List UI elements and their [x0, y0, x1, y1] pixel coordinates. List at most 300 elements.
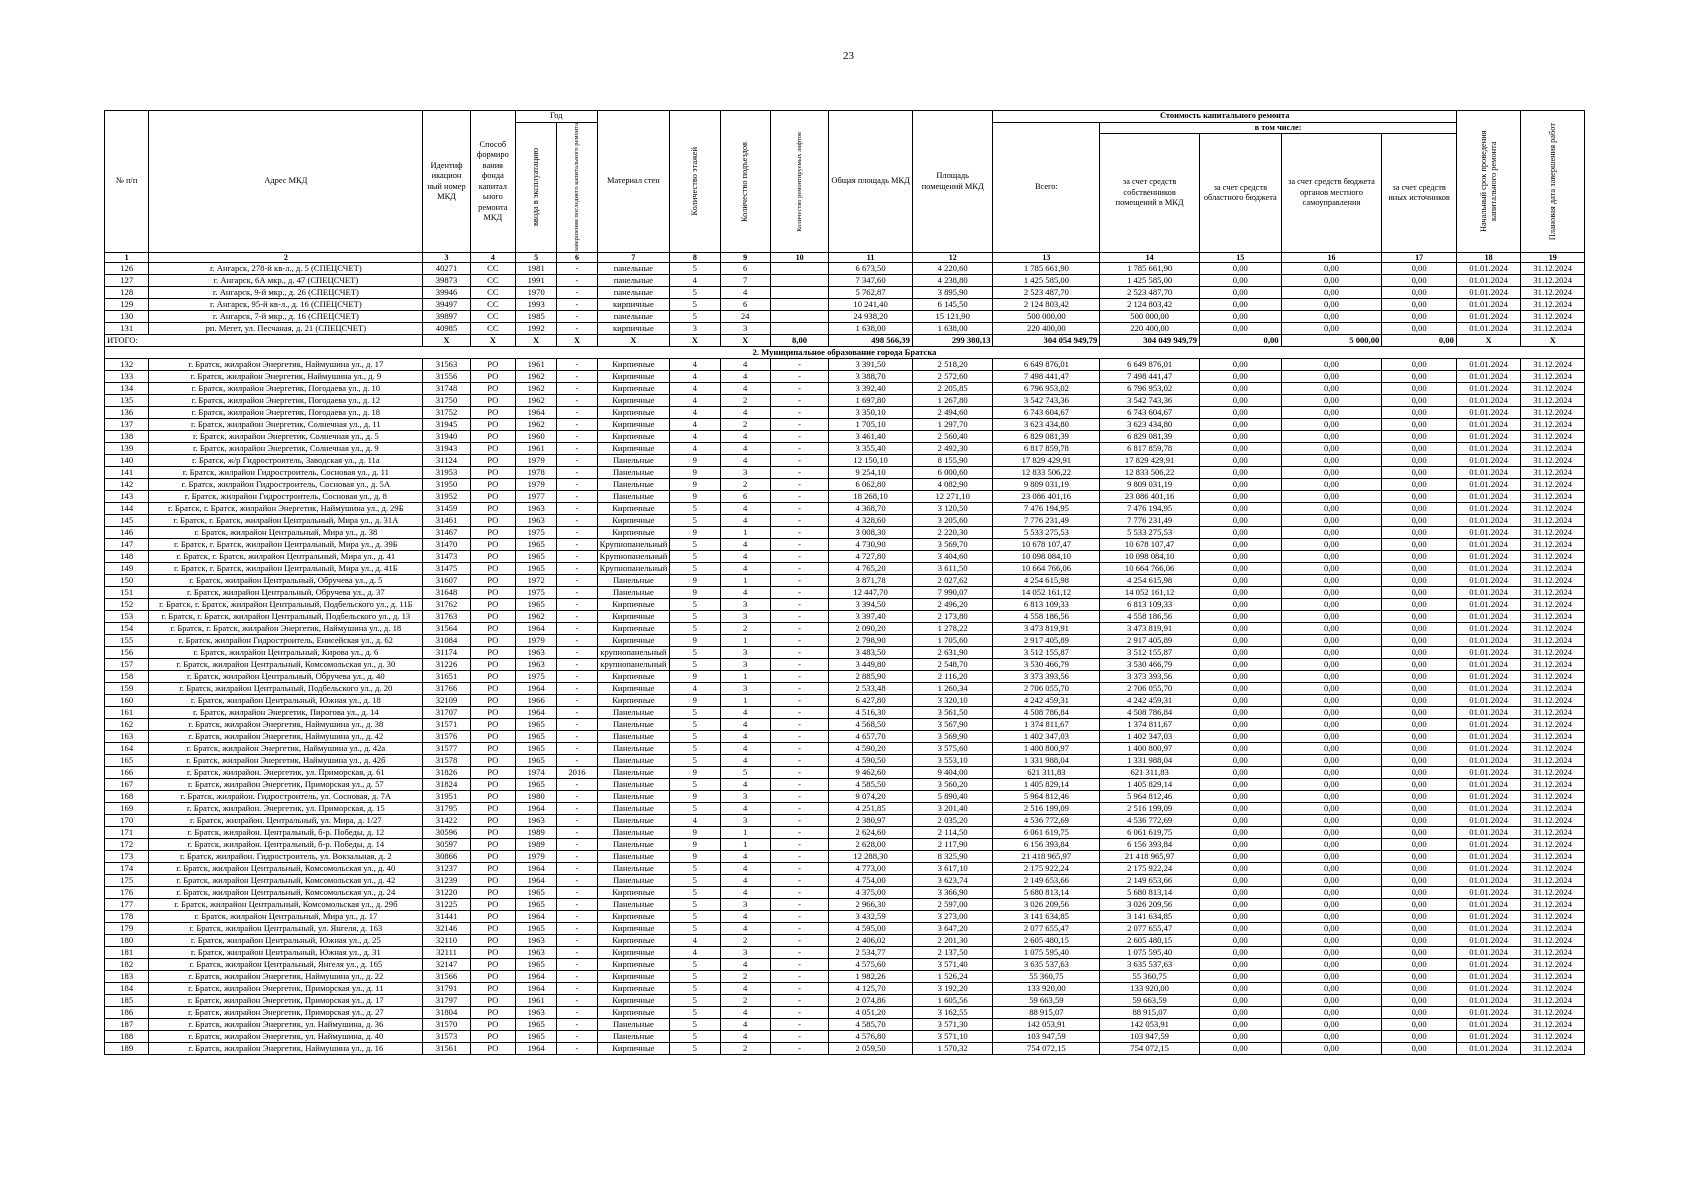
table-cell: 1 785 661,90 — [993, 263, 1100, 275]
table-cell: 4 — [720, 443, 770, 455]
table-cell: 5 762,87 — [829, 287, 913, 299]
column-number: 14 — [1100, 253, 1200, 263]
table-cell: 7 498 441,47 — [993, 371, 1100, 383]
table-cell: г. Братск, жилрайон Энергетик, Наймушина ул., д. 17 — [149, 359, 423, 371]
table-cell: 0,00 — [1281, 587, 1382, 599]
table-cell: - — [770, 599, 828, 611]
table-cell: Кирпичные — [597, 695, 670, 707]
table-cell: РО — [470, 587, 515, 599]
table-cell: 134 — [105, 383, 149, 395]
table-cell: кирпичные — [597, 323, 670, 335]
table-cell: 0,00 — [1382, 407, 1457, 419]
table-cell: г. Братск, жилрайон Энергетик, Погодаева ул., д. 10 — [149, 383, 423, 395]
table-cell: 01.01.2024 — [1456, 899, 1520, 911]
table-cell: 0,00 — [1281, 383, 1382, 395]
table-cell: 01.01.2024 — [1456, 455, 1520, 467]
table-cell: - — [557, 683, 597, 695]
table-cell: 2 523 487,70 — [1100, 287, 1200, 299]
table-cell: 3 483,50 — [829, 647, 913, 659]
table-cell: 0,00 — [1281, 683, 1382, 695]
table-cell: - — [770, 923, 828, 935]
table-cell: 2 516 199,09 — [1100, 803, 1200, 815]
table-cell: 31950 — [423, 479, 470, 491]
table-cell: - — [557, 275, 597, 287]
table-cell: 2 624,60 — [829, 827, 913, 839]
table-cell: 5 — [670, 779, 720, 791]
table-cell: 24 — [720, 311, 770, 323]
table-row — [105, 647, 1585, 659]
table-cell: 133 920,00 — [1100, 983, 1200, 995]
table-cell: 3 — [720, 947, 770, 959]
table-cell: 6 145,50 — [912, 299, 993, 311]
table-cell: - — [557, 299, 597, 311]
table-cell: 4 765,20 — [829, 563, 913, 575]
table-cell: 55 360,75 — [993, 971, 1100, 983]
table-cell: 2 492,30 — [912, 443, 993, 455]
table-cell: 0,00 — [1382, 803, 1457, 815]
table-cell: панельные — [597, 287, 670, 299]
table-cell: 1966 — [516, 695, 557, 707]
table-cell: РО — [470, 455, 515, 467]
table-cell: 5 — [670, 707, 720, 719]
table-cell: 6 000,60 — [912, 467, 993, 479]
table-cell: РО — [470, 803, 515, 815]
table-cell: 31.12.2024 — [1521, 479, 1585, 491]
table-cell: 6 796 953,02 — [993, 383, 1100, 395]
table-cell: 0,00 — [1382, 1007, 1457, 1019]
table-cell: 0,00 — [1200, 839, 1282, 851]
table-cell: 9 — [670, 467, 720, 479]
table-cell: 01.01.2024 — [1456, 443, 1520, 455]
table-cell: 0,00 — [1200, 623, 1282, 635]
table-cell: 4 — [720, 287, 770, 299]
table-cell: 01.01.2024 — [1456, 467, 1520, 479]
table-row — [105, 359, 1585, 371]
table-cell: 0,00 — [1281, 743, 1382, 755]
table-cell: 1965 — [516, 887, 557, 899]
column-number: 10 — [770, 253, 828, 263]
table-cell: 1 075 595,40 — [993, 947, 1100, 959]
table-cell: - — [557, 863, 597, 875]
table-cell: 0,00 — [1200, 659, 1282, 671]
table-cell: 4 368,70 — [829, 503, 913, 515]
table-cell: 0,00 — [1200, 959, 1282, 971]
table-cell: 4 — [720, 503, 770, 515]
table-cell: 4 375,00 — [829, 887, 913, 899]
table-cell: 1979 — [516, 479, 557, 491]
table-cell: Кирпичные — [597, 671, 670, 683]
table-cell: РО — [470, 743, 515, 755]
table-cell: 4 — [720, 863, 770, 875]
table-cell: 0,00 — [1382, 851, 1457, 863]
table-cell: 188 — [105, 1031, 149, 1043]
table-cell: 0,00 — [1281, 875, 1382, 887]
table-row — [105, 431, 1585, 443]
table-cell: РО — [470, 875, 515, 887]
table-cell: Панельные — [597, 875, 670, 887]
table-row — [105, 395, 1585, 407]
table-cell: 1961 — [516, 443, 557, 455]
total-cell: 304 054 949,79 — [993, 335, 1100, 347]
total-cell: X — [470, 335, 515, 347]
table-cell: 10 678 107,47 — [1100, 539, 1200, 551]
table-cell: 31.12.2024 — [1521, 935, 1585, 947]
column-number: 7 — [597, 253, 670, 263]
table-cell: 0,00 — [1281, 671, 1382, 683]
table-cell: 153 — [105, 611, 149, 623]
table-cell: 0,00 — [1281, 707, 1382, 719]
table-cell: 1962 — [516, 395, 557, 407]
table-cell: 1 — [720, 695, 770, 707]
table-cell: 01.01.2024 — [1456, 539, 1520, 551]
table-cell: 2 — [720, 971, 770, 983]
table-cell: - — [770, 419, 828, 431]
table-cell: 2 518,20 — [912, 359, 993, 371]
table-cell: 2 380,97 — [829, 815, 913, 827]
table-cell: 31945 — [423, 419, 470, 431]
table-row — [105, 839, 1585, 851]
table-cell: - — [557, 551, 597, 563]
table-cell: Панельные — [597, 707, 670, 719]
table-cell: 9 809 031,19 — [1100, 479, 1200, 491]
table-cell: 4 — [670, 275, 720, 287]
table-cell: 4 585,70 — [829, 1019, 913, 1031]
table-cell: 31556 — [423, 371, 470, 383]
table-cell: 0,00 — [1281, 935, 1382, 947]
table-cell: 0,00 — [1281, 275, 1382, 287]
table-cell: 31220 — [423, 887, 470, 899]
table-cell: 6 061 619,75 — [1100, 827, 1200, 839]
table-row — [105, 743, 1585, 755]
section-row — [105, 347, 1585, 359]
table-cell: РО — [470, 779, 515, 791]
table-cell: 1963 — [516, 659, 557, 671]
table-cell: РО — [470, 431, 515, 443]
table-cell: г. Братск, жилрайон Энергетик, ул. Наймушина, д. 36 — [149, 1019, 423, 1031]
column-number: 12 — [912, 253, 993, 263]
table-cell: 0,00 — [1382, 563, 1457, 575]
table-cell: Кирпичные — [597, 683, 670, 695]
table-cell: - — [770, 479, 828, 491]
table-cell: 4 — [720, 731, 770, 743]
table-cell: Кирпичные — [597, 1007, 670, 1019]
table-cell: 2 074,86 — [829, 995, 913, 1007]
table-cell: Кирпичные — [597, 635, 670, 647]
table-cell: 31.12.2024 — [1521, 299, 1585, 311]
table-cell: 2 885,90 — [829, 671, 913, 683]
table-cell: 0,00 — [1200, 1007, 1282, 1019]
table-cell: 3 571,30 — [912, 1019, 993, 1031]
table-cell: 14 052 161,12 — [1100, 587, 1200, 599]
table-cell: 7 — [720, 275, 770, 287]
table-cell: - — [557, 959, 597, 971]
table-cell: г. Братск, жилрайон Центральный, Янгеля ул., д. 165 — [149, 959, 423, 971]
table-cell: - — [770, 779, 828, 791]
table-cell: 31648 — [423, 587, 470, 599]
table-cell: 0,00 — [1281, 611, 1382, 623]
table-cell: РО — [470, 1019, 515, 1031]
table-cell: г. Братск, жилрайон Центральный, Комсомольская ул., д. 24 — [149, 887, 423, 899]
table-cell — [770, 263, 828, 275]
table-cell: 181 — [105, 947, 149, 959]
total-cell: 299 380,13 — [912, 335, 993, 347]
column-number: 15 — [1200, 253, 1282, 263]
table-cell: 0,00 — [1281, 899, 1382, 911]
table-cell: 178 — [105, 911, 149, 923]
table-cell: 30596 — [423, 827, 470, 839]
table-cell: 2 516 199,09 — [993, 803, 1100, 815]
table-cell: 3 542 743,36 — [993, 395, 1100, 407]
table-cell: 9 254,10 — [829, 467, 913, 479]
table-cell: 4 — [720, 551, 770, 563]
table-cell: 1965 — [516, 563, 557, 575]
table-cell: 31.12.2024 — [1521, 611, 1585, 623]
table-cell: 5 — [670, 875, 720, 887]
table-cell: 31084 — [423, 635, 470, 647]
table-cell: 0,00 — [1281, 623, 1382, 635]
table-cell: 5 — [670, 995, 720, 1007]
table-cell: 31561 — [423, 1043, 470, 1055]
table-cell: 31.12.2024 — [1521, 707, 1585, 719]
table-cell: 6 156 393,84 — [993, 839, 1100, 851]
table-cell: 2 173,80 — [912, 611, 993, 623]
table-cell: 0,00 — [1200, 911, 1282, 923]
table-cell: 2 706 055,70 — [993, 683, 1100, 695]
table-cell: 0,00 — [1382, 299, 1457, 311]
table-cell: 31797 — [423, 995, 470, 1007]
table-cell: 31.12.2024 — [1521, 539, 1585, 551]
table-cell: РО — [470, 635, 515, 647]
table-cell: - — [557, 623, 597, 635]
table-cell: 0,00 — [1281, 479, 1382, 491]
table-cell: 01.01.2024 — [1456, 527, 1520, 539]
table-cell: 4 220,60 — [912, 263, 993, 275]
table-cell: РО — [470, 575, 515, 587]
table-cell: РО — [470, 539, 515, 551]
table-cell: 31225 — [423, 899, 470, 911]
table-cell: Кирпичные — [597, 995, 670, 1007]
table-row — [105, 467, 1585, 479]
table-cell: г. Братск, жилрайон Центральный, Комсомольская ул., д. 40 — [149, 863, 423, 875]
table-cell: 0,00 — [1281, 635, 1382, 647]
table-cell: 2 205,85 — [912, 383, 993, 395]
table-cell — [770, 287, 828, 299]
header-end: Плановая дата завершения работ — [1521, 111, 1585, 253]
header-premises-area: Площадь помещений МКД — [912, 111, 993, 253]
table-cell: кирпичные — [597, 299, 670, 311]
table-cell: - — [557, 443, 597, 455]
table-cell: Кирпичные — [597, 407, 670, 419]
table-cell: 1960 — [516, 431, 557, 443]
table-cell: 0,00 — [1382, 491, 1457, 503]
table-cell: 5 680 813,14 — [1100, 887, 1200, 899]
table-cell: 0,00 — [1200, 875, 1282, 887]
table-cell: 150 — [105, 575, 149, 587]
table-cell: 0,00 — [1382, 419, 1457, 431]
table-cell: 0,00 — [1200, 803, 1282, 815]
table-cell: г. Ангарск, 7-й мкр., д. 16 (СПЕЦСЧЕТ) — [149, 311, 423, 323]
table-cell: 4 — [670, 407, 720, 419]
table-cell: 5 — [670, 503, 720, 515]
table-cell: РО — [470, 815, 515, 827]
table-cell: 31226 — [423, 659, 470, 671]
table-cell: 0,00 — [1382, 539, 1457, 551]
table-cell: - — [770, 755, 828, 767]
table-cell: 3 569,70 — [912, 539, 993, 551]
table-cell: г. Братск, жилрайон Гидростроитель, Сосновая ул., д. 5А — [149, 479, 423, 491]
table-cell: 01.01.2024 — [1456, 743, 1520, 755]
total-cell: X — [423, 335, 470, 347]
table-cell: 2 597,00 — [912, 899, 993, 911]
table-cell: - — [557, 455, 597, 467]
table-cell: 31.12.2024 — [1521, 1031, 1585, 1043]
total-label: ИТОГО: — [105, 335, 423, 347]
table-cell: 4 590,50 — [829, 755, 913, 767]
table-cell: 31.12.2024 — [1521, 455, 1585, 467]
table-cell: 1 400 800,97 — [993, 743, 1100, 755]
table-cell: - — [557, 1043, 597, 1055]
header-local: за счет средств бюджета органов местного самоуправления — [1281, 134, 1382, 253]
table-cell: 6 — [720, 491, 770, 503]
table-cell: 3 026 209,56 — [993, 899, 1100, 911]
table-cell: 0,00 — [1382, 395, 1457, 407]
table-cell: 177 — [105, 899, 149, 911]
table-cell: 1989 — [516, 827, 557, 839]
table-cell: 1 785 661,90 — [1100, 263, 1200, 275]
total-cell: X — [720, 335, 770, 347]
table-cell: 2 631,90 — [912, 647, 993, 659]
table-cell: 31607 — [423, 575, 470, 587]
table-cell: 31824 — [423, 779, 470, 791]
table-cell: 166 — [105, 767, 149, 779]
table-cell: 31.12.2024 — [1521, 767, 1585, 779]
table-cell: 01.01.2024 — [1456, 1019, 1520, 1031]
table-cell: 23 086 401,16 — [1100, 491, 1200, 503]
header-owners: за счет средств собственников помещений в МКД — [1100, 134, 1200, 253]
table-cell: Панельные — [597, 479, 670, 491]
table-cell: - — [557, 899, 597, 911]
table-cell: РО — [470, 707, 515, 719]
table-cell: 4 — [670, 935, 720, 947]
table-cell: 0,00 — [1281, 695, 1382, 707]
table-cell: г. Братск, г. Братск, жилрайон Центральный, Мира ул., д. 41 — [149, 551, 423, 563]
table-cell: 5 — [670, 743, 720, 755]
table-cell: 4 — [670, 683, 720, 695]
table-cell: 39873 — [423, 275, 470, 287]
table-cell: - — [770, 1031, 828, 1043]
table-cell: г. Братск, жилрайон Энергетик, Приморская ул., д. 57 — [149, 779, 423, 791]
table-cell: 4 — [670, 443, 720, 455]
table-cell: 4 — [670, 815, 720, 827]
table-cell: 2 628,00 — [829, 839, 913, 851]
header-other: за счет средств иных источников — [1382, 134, 1457, 253]
table-cell: 9 404,00 — [912, 767, 993, 779]
total-cell: X — [597, 335, 670, 347]
table-cell: 148 — [105, 551, 149, 563]
table-cell: 0,00 — [1281, 395, 1382, 407]
table-cell: - — [557, 491, 597, 503]
table-cell: 31473 — [423, 551, 470, 563]
table-cell: 1 — [720, 635, 770, 647]
table-cell: 01.01.2024 — [1456, 959, 1520, 971]
table-body — [105, 263, 1585, 1055]
table-cell: - — [770, 659, 828, 671]
table-cell: крупнопанельный — [597, 647, 670, 659]
table-cell: 12 447,70 — [829, 587, 913, 599]
table-cell: 3 — [670, 323, 720, 335]
table-cell: - — [770, 527, 828, 539]
table-row — [105, 1007, 1585, 1019]
table-cell: 1970 — [516, 287, 557, 299]
table-cell: 0,00 — [1200, 947, 1282, 959]
table-cell: - — [770, 947, 828, 959]
table-cell: 31.12.2024 — [1521, 899, 1585, 911]
table-cell: панельные — [597, 275, 670, 287]
table-cell: 9 809 031,19 — [993, 479, 1100, 491]
table-cell: 3 530 466,79 — [993, 659, 1100, 671]
table-row — [105, 815, 1585, 827]
column-number-row — [105, 253, 1585, 263]
table-cell: Кирпичные — [597, 515, 670, 527]
table-cell: 0,00 — [1281, 923, 1382, 935]
table-cell: г. Братск, жилрайон Энергетик, Солнечная ул., д. 5 — [149, 431, 423, 443]
table-row — [105, 491, 1585, 503]
table-cell: СС — [470, 287, 515, 299]
table-cell: РО — [470, 395, 515, 407]
table-cell: 0,00 — [1281, 263, 1382, 275]
table-cell: РО — [470, 947, 515, 959]
table-row — [105, 791, 1585, 803]
table-cell: 3 394,50 — [829, 599, 913, 611]
table-cell: 7 776 231,49 — [993, 515, 1100, 527]
total-cell: X — [557, 335, 597, 347]
table-cell: 1962 — [516, 371, 557, 383]
table-cell: 5 964 812,46 — [1100, 791, 1200, 803]
table-cell: 4 — [720, 911, 770, 923]
table-cell: 4 — [720, 383, 770, 395]
table-cell: - — [557, 731, 597, 743]
table-cell: РО — [470, 1043, 515, 1055]
table-cell: 0,00 — [1382, 839, 1457, 851]
table-cell: - — [557, 587, 597, 599]
table-row — [105, 275, 1585, 287]
table-cell: г. Братск, жилрайон Центральный, Южная ул., д. 25 — [149, 935, 423, 947]
table-cell: 01.01.2024 — [1456, 1031, 1520, 1043]
table-cell: 4 238,80 — [912, 275, 993, 287]
header-year-group: Год — [516, 111, 598, 123]
table-cell: 3 635 537,63 — [993, 959, 1100, 971]
table-cell: г. Братск, жилрайон Энергетик, Наймушина ул., д. 9 — [149, 371, 423, 383]
table-cell: 3 273,00 — [912, 911, 993, 923]
table-cell: 31.12.2024 — [1521, 527, 1585, 539]
table-cell: 1965 — [516, 1031, 557, 1043]
table-cell: Крупнопанельный — [597, 563, 670, 575]
total-cell: 8,00 — [770, 335, 828, 347]
table-cell: 31237 — [423, 863, 470, 875]
table-cell: РО — [470, 611, 515, 623]
table-cell: 31124 — [423, 455, 470, 467]
table-row — [105, 695, 1585, 707]
table-cell: 136 — [105, 407, 149, 419]
table-cell: 31.12.2024 — [1521, 719, 1585, 731]
table-cell: 4 — [720, 455, 770, 467]
table-cell: 1963 — [516, 515, 557, 527]
table-cell: 0,00 — [1281, 827, 1382, 839]
table-cell: 31.12.2024 — [1521, 503, 1585, 515]
table-cell: - — [770, 875, 828, 887]
table-cell: г. Братск, г. Братск, жилрайон Энергетик, Наймушина ул., д. 18 — [149, 623, 423, 635]
table-cell: - — [557, 707, 597, 719]
